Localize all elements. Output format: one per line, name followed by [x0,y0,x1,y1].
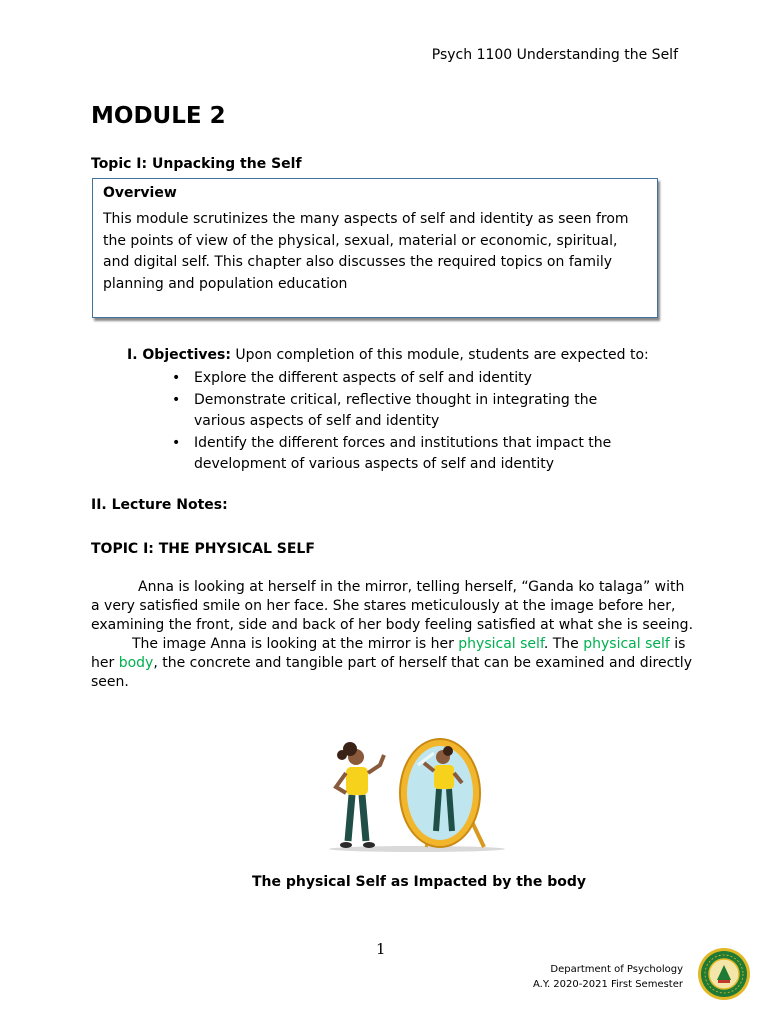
objectives-label: I. Objectives: [127,347,231,363]
objective-item: • Demonstrate critical, reflective thought in integrating the various aspects of self and identity [172,390,642,433]
paragraph-1: Anna is looking at herself in the mirror, telling herself, “Ganda ko talaga” with a very satisfied smile on her face. She stares meticulously at the image before her, examining the front, side and back of her body feeling satisfied at what she is seeing. [91,579,694,633]
overview-text: This module scrutinizes the many aspects of self and identity as seen from the points of view of the physical, sexual, material or economic, spiritual, and digital self. This chapter also discusses the required topics on family planning and population education [103,211,629,292]
physical-self-term: physical self [458,636,544,652]
university-seal-icon [697,947,751,1001]
paragraph-2-text: The image Anna is looking at the mirror is her [132,636,459,652]
module-title: MODULE 2 [91,103,226,129]
paragraph-2-text: is her [91,636,686,671]
page-number: 1 [376,940,386,958]
objectives-list [172,368,642,476]
footer-department: Department of Psychology [550,964,683,975]
paragraph-2-text: . The [543,636,584,652]
mirror-illustration [322,735,508,853]
overview-title: Overview [103,185,177,201]
overview-box [92,178,658,318]
objective-item: • Explore the different aspects of self and identity [172,368,642,390]
physical-self-term: physical self [583,636,670,652]
paragraph-2-text: , the concrete and tangible part of herself that can be examined and directly seen. [91,655,692,690]
objectives-intro [127,347,649,363]
footer [533,962,683,992]
lecture-notes-heading: II. Lecture Notes: [91,497,228,513]
course-title: Psych 1100 Understanding the Self [431,47,678,63]
paragraph-2 [91,635,696,692]
topic-physical-heading: TOPIC I: THE PHYSICAL SELF [91,541,315,557]
footer-academic-year: A.Y. 2020-2021 First Semester [533,979,683,990]
figure-caption: The physical Self as Impacted by the body [252,874,587,890]
body-term: body [118,655,154,671]
objectives-intro-text: Upon completion of this module, students are expected to: [235,347,649,363]
topic-heading: Topic I: Unpacking the Self [91,156,302,172]
objective-item: • Identify the different forces and institutions that impact the development of various aspects of self and identity [172,433,642,476]
